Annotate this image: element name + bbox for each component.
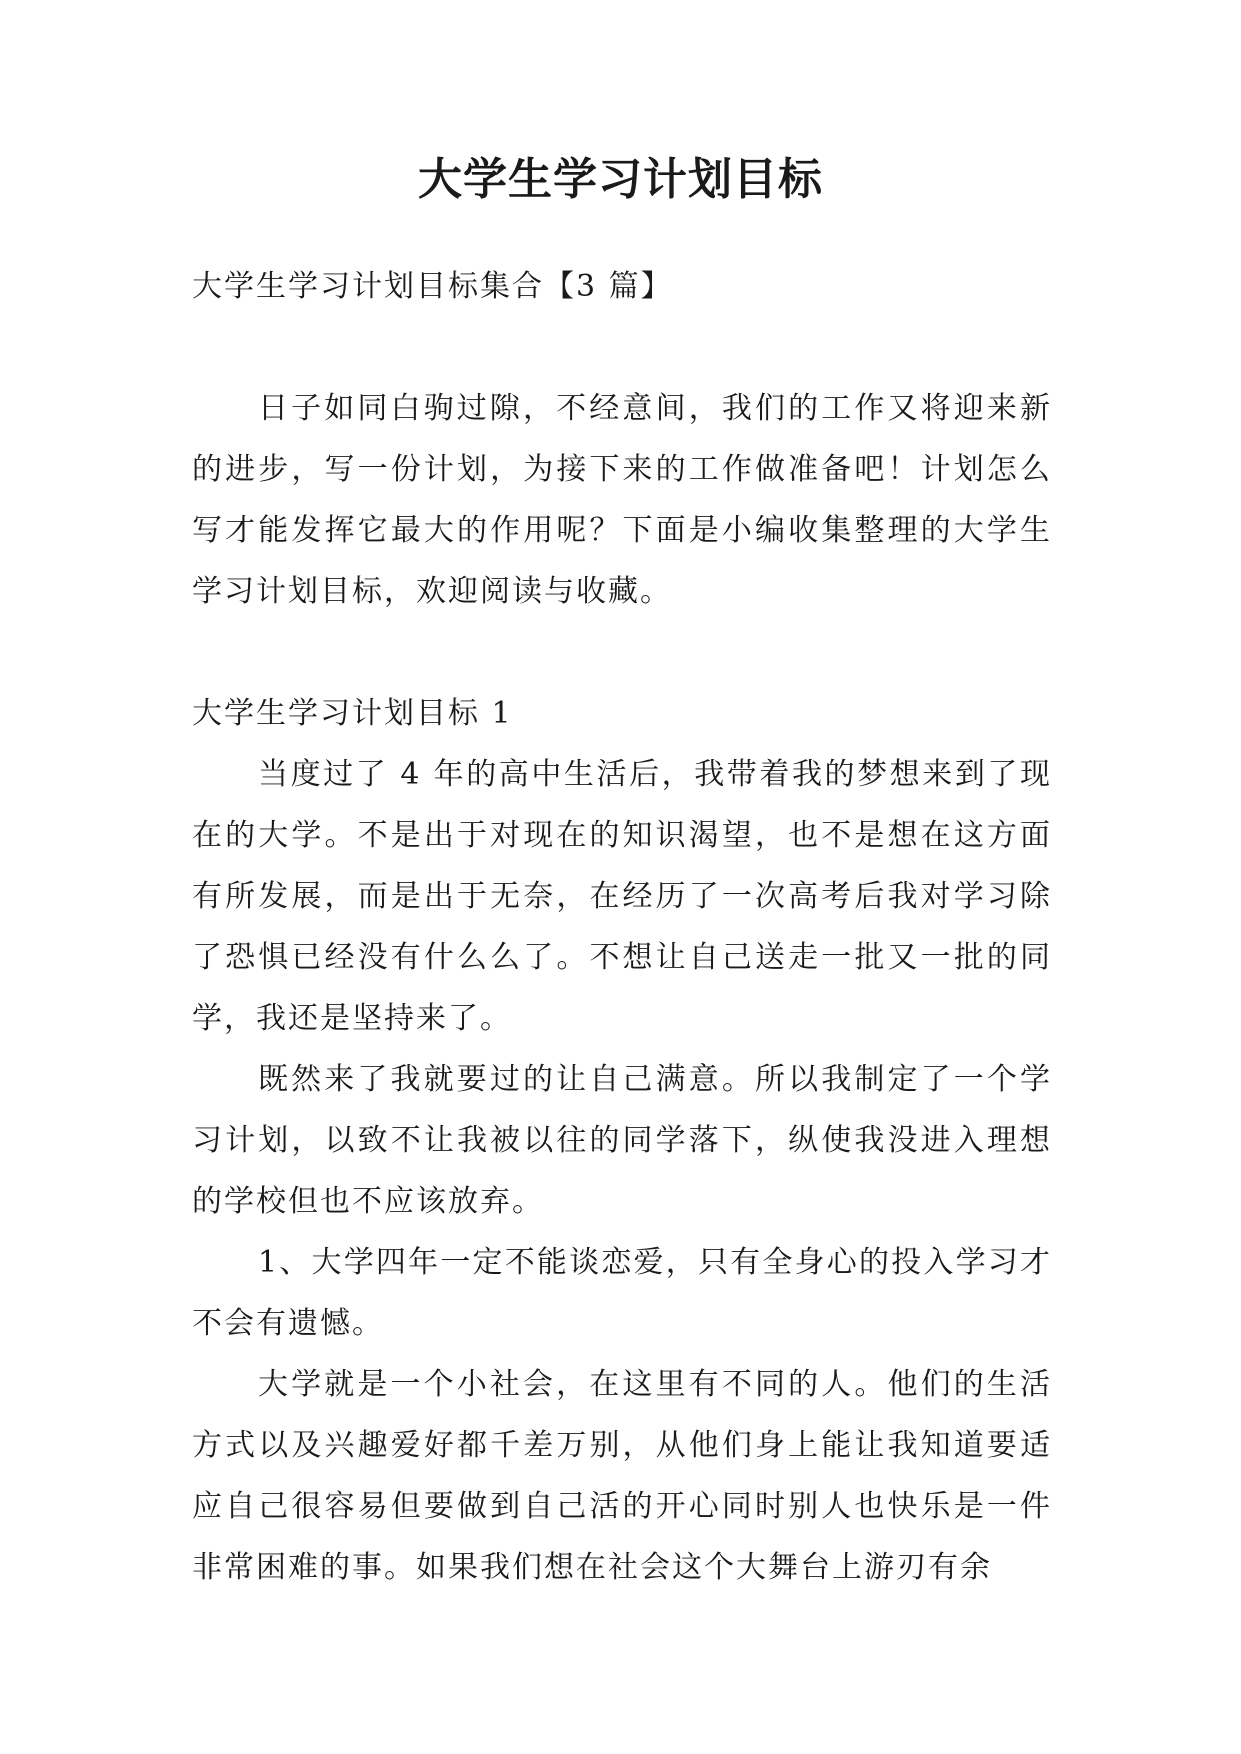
document-title: 大学生学习计划目标 <box>418 154 823 205</box>
intro-paragraph: 日子如同白驹过隙，不经意间，我们的工作又将迎来新的进步，写一份计划，为接下来的工作做准备吧！计划怎么写才能发挥它最大的作用呢？下面是小编收集整理的大学生学习计划目标，欢迎阅读与收藏。 <box>192 391 1052 609</box>
document-subtitle: 大学生学习计划目标集合【3 篇】 <box>192 269 673 304</box>
body-paragraph: 大学就是一个小社会，在这里有不同的人。他们的生活方式以及兴趣爱好都千差万别，从他们身上能让我知道要适应自己很容易但要做到自己活的开心同时别人也快乐是一件非常困难的事。如果我们想在社会这个大舞台上游刃有余 <box>192 1367 1052 1585</box>
body-paragraph: 既然来了我就要过的让自己满意。所以我制定了一个学习计划，以致不让我被以往的同学落下，纵使我没进入理想的学校但也不应该放弃。 <box>192 1062 1052 1219</box>
body-paragraph: 当度过了 4 年的高中生活后，我带着我的梦想来到了现在的大学。不是出于对现在的知识渴望，也不是想在这方面有所发展，而是出于无奈，在经历了一次高考后我对学习除了恐惧已经没有什么么了。不想让自己送走一批又一批的同学，我还是坚持来了。 <box>192 757 1052 1036</box>
section-heading: 大学生学习计划目标 1 <box>192 696 513 731</box>
list-item: 1、大学四年一定不能谈恋爱，只有全身心的投入学习才不会有遗憾。 <box>192 1245 1052 1341</box>
document-body <box>192 256 1052 1598</box>
